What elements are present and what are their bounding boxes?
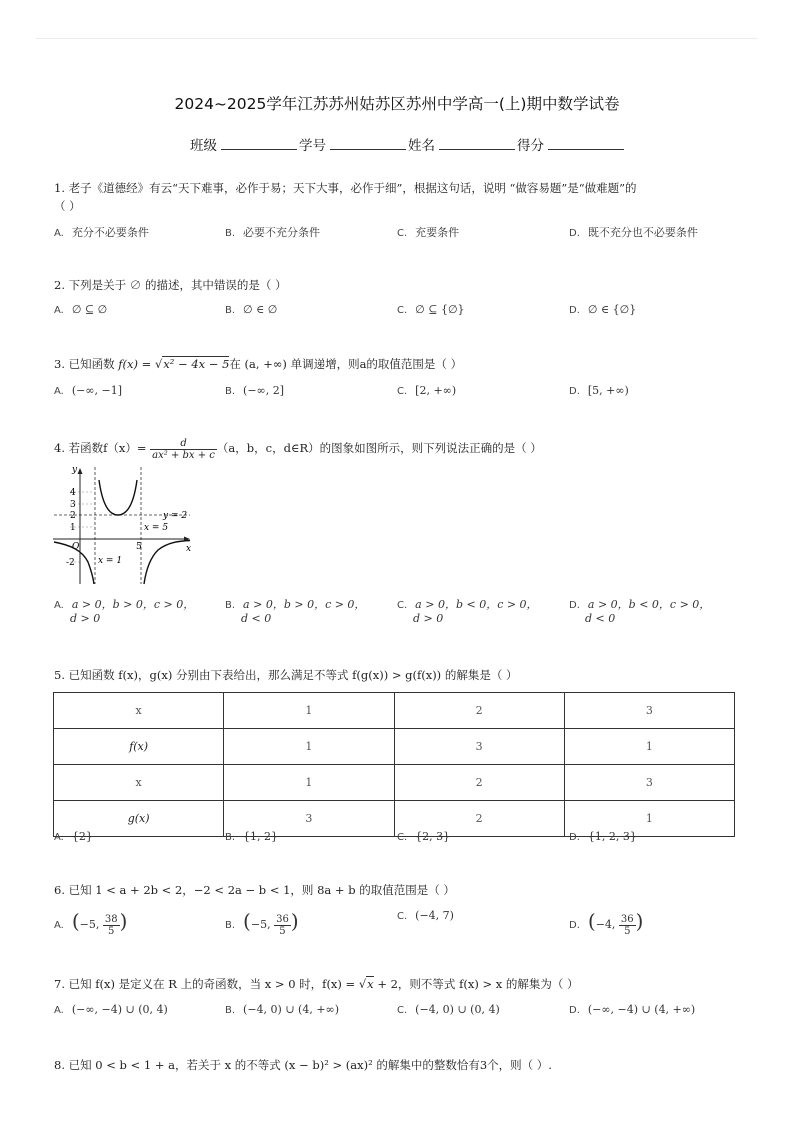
q4-fraction: [150, 438, 217, 461]
option-text: {2, 3}: [415, 830, 451, 843]
option-letter: A.: [54, 1005, 64, 1016]
x-axis-label: x: [186, 544, 192, 554]
name-blank[interactable]: [439, 134, 515, 150]
name-label: 姓名: [408, 138, 435, 154]
curve-right-branch: [144, 541, 190, 585]
q4-option-d[interactable]: [569, 596, 710, 625]
option-text: (−4, 0) ∪ (0, 4): [415, 1003, 500, 1016]
q4-option-a[interactable]: [54, 596, 194, 625]
y-axis-label: y: [72, 465, 78, 475]
option-text: [5, +∞): [587, 384, 629, 397]
option-text: ∅ ∈ ∅: [243, 303, 278, 316]
score-blank[interactable]: [548, 134, 624, 150]
option-letter: D.: [569, 305, 580, 316]
exam-title: 2024~2025学年江苏苏州姑苏区苏州中学高一(上)期中数学试卷: [174, 95, 620, 113]
question-3-text: 3. 已知函数 f(x) = √x² − 4x − 5在 (a, +∞) 单调递增，则a的取值范围是（ ）: [54, 357, 463, 371]
table-cell: g(x): [54, 801, 224, 837]
table-cell: 2: [394, 693, 564, 729]
option-letter: B.: [225, 600, 236, 611]
q3-option-d[interactable]: [569, 384, 629, 397]
option-letter: B.: [225, 305, 236, 316]
q7-option-d[interactable]: [569, 1003, 695, 1016]
option-letter: D.: [569, 1005, 580, 1016]
option-letter: A.: [54, 832, 64, 843]
id-label: 学号: [299, 138, 326, 154]
table-cell: 3: [394, 729, 564, 765]
q4-post: （a，b，c，d∈R）的图象如图所示，则下列说法正确的是（ ）: [216, 441, 542, 455]
option-letter: D.: [569, 832, 580, 843]
label-x-equals-5: x = 5: [144, 523, 169, 533]
y-axis-arrow: [78, 468, 83, 474]
q1-option-c[interactable]: [397, 224, 459, 240]
option-text: −5,: [79, 918, 103, 931]
q7-option-a[interactable]: [54, 1003, 168, 1016]
q4-numerator: d: [150, 438, 217, 450]
option-text: a > 0，b > 0，c > 0，: [71, 598, 195, 611]
option-text: ∅ ⊆ ∅: [71, 303, 108, 316]
table-cell: 1: [224, 765, 394, 801]
option-text: 既不充分也不必要条件: [587, 226, 698, 239]
y-tick-2: 2: [70, 511, 76, 521]
q5-option-c[interactable]: [397, 830, 450, 843]
option-letter: A.: [54, 920, 64, 931]
q2-option-d[interactable]: [569, 303, 636, 316]
y-tick-4: 4: [70, 488, 76, 498]
q4-pre: 4. 若函数f（x）=: [54, 441, 151, 455]
option-letter: B.: [225, 228, 236, 239]
q3-pre: 3. 已知函数: [54, 357, 119, 371]
option-letter: D.: [569, 228, 580, 239]
question-1-paren: （ ）: [54, 199, 81, 213]
option-text-line2: d < 0: [585, 612, 616, 625]
q3-radicand: x² − 4x − 5: [163, 357, 230, 371]
option-letter: A.: [54, 386, 64, 397]
question-2-text: 2. 下列是关于 ∅ 的描述，其中错误的是（ ）: [54, 278, 287, 292]
denominator: 5: [108, 925, 115, 937]
option-letter: B.: [225, 1005, 236, 1016]
table-cell: 1: [224, 693, 394, 729]
question-4-text: [54, 432, 542, 464]
question-5-text: 5. 已知函数 f(x)，g(x) 分别由下表给出，那么满足不等式 f(g(x)) > g(f(x)) 的解集是（ ）: [54, 668, 518, 682]
q1-option-d[interactable]: [569, 224, 698, 240]
option-letter: C.: [397, 600, 408, 611]
q5-function-table: [53, 692, 735, 837]
q7-option-c[interactable]: [397, 1003, 500, 1016]
class-blank[interactable]: [221, 134, 297, 150]
option-letter: C.: [397, 305, 408, 316]
label-x-equals-1: x = 1: [98, 556, 123, 566]
option-text-line2: d > 0: [413, 612, 444, 625]
q2-option-a[interactable]: [54, 303, 107, 316]
option-text: a > 0，b > 0，c > 0，: [243, 598, 366, 611]
q3-option-c[interactable]: [397, 384, 456, 397]
option-text: (−∞, −4) ∪ (4, +∞): [587, 1003, 696, 1016]
option-letter: C.: [397, 1005, 408, 1016]
q5-option-b[interactable]: [225, 830, 278, 843]
q7-radicand: x: [367, 977, 374, 991]
q6-option-b[interactable]: B. (−5, $\frac{36}{5}$ ): [225, 909, 299, 937]
q7-option-b[interactable]: [225, 1003, 339, 1016]
table-cell: x: [54, 693, 224, 729]
q5-option-d[interactable]: [569, 830, 637, 843]
q6-option-a[interactable]: A. (−5, $\frac{38}{5}$ ): [54, 909, 128, 937]
table-cell: 2: [394, 765, 564, 801]
option-text: (−4, 7): [415, 909, 454, 922]
q2-option-c[interactable]: [397, 303, 465, 316]
q5-option-a[interactable]: [54, 830, 93, 843]
table-cell: 3: [224, 801, 394, 837]
option-text: (−∞, −1]: [71, 384, 123, 397]
id-blank[interactable]: [330, 134, 406, 150]
denominator: 5: [279, 925, 286, 937]
numerator: 36: [620, 913, 634, 925]
question-8-text: 8. 已知 0 < b < 1 + a，若关于 x 的不等式 (x − b)² > (ax)² 的解集中的整数恰有3个，则（ ）.: [54, 1058, 552, 1072]
curve-middle-branch: [99, 480, 137, 515]
table-cell: 3: [564, 765, 734, 801]
q6-option-c[interactable]: [397, 909, 454, 922]
option-text: (−∞, −4) ∪ (0, 4): [71, 1003, 168, 1016]
option-text: a > 0，b < 0，c > 0，: [415, 598, 538, 611]
table-cell: f(x): [54, 729, 224, 765]
option-letter: A.: [54, 228, 64, 239]
option-letter: B.: [225, 920, 236, 931]
q7-post: + 2，则不等式 f(x) > x 的解集为（ ）: [373, 977, 579, 991]
numerator: 36: [276, 913, 289, 925]
table-cell: 1: [564, 801, 734, 837]
denominator: 5: [624, 925, 631, 937]
option-text: 充分不必要条件: [71, 226, 149, 239]
option-letter: C.: [397, 228, 408, 239]
option-text-line2: d < 0: [241, 612, 272, 625]
x-tick-5: 5: [136, 542, 142, 552]
option-text: ∅ ∈ {∅}: [587, 303, 637, 316]
table-row: [54, 765, 735, 801]
option-text: 必要不充分条件: [243, 226, 321, 239]
option-letter: A.: [54, 305, 64, 316]
table-cell: 2: [394, 801, 564, 837]
question-1-text: 1. 老子《道德经》有云“天下难事，必作于易；天下大事，必作于细”，根据这句话，说明 “做容易题”是“做难题”的: [54, 181, 637, 195]
student-info-line: [190, 134, 626, 154]
option-text-line2: d > 0: [70, 612, 101, 625]
y-tick-3: 3: [70, 500, 76, 510]
option-text: (−4, 0) ∪ (4, +∞): [243, 1003, 340, 1016]
origin-label: O: [72, 542, 80, 552]
option-text: {1, 2, 3}: [587, 830, 637, 843]
table-cell: 1: [564, 729, 734, 765]
y-tick-neg2: -2: [66, 558, 75, 568]
table-cell: 1: [224, 729, 394, 765]
q7-pre: 7. 已知 f(x) 是定义在 R 上的奇函数，当 x > 0 时，f(x) =: [54, 977, 359, 991]
y-tick-1: 1: [70, 523, 76, 533]
option-letter: B.: [225, 832, 236, 843]
q3-post: 在 (a, +∞) 单调递增，则a的取值范围是（ ）: [229, 357, 463, 371]
score-label: 得分: [517, 138, 544, 154]
label-y-equals-2: y = 2: [163, 511, 188, 521]
q3-function: f(x) =: [118, 357, 155, 371]
question-7-text: 7. 已知 f(x) 是定义在 R 上的奇函数，当 x > 0 时，f(x) = √x + 2，则不等式 f(x) > x 的解集为（ ）: [54, 977, 579, 991]
q1-option-a[interactable]: [54, 224, 149, 240]
q4-denominator: ax² + bx + c: [152, 449, 215, 461]
option-text: [2, +∞): [415, 384, 457, 397]
page-top-rule: [36, 38, 758, 39]
option-text: −4,: [595, 918, 619, 931]
option-letter: D.: [569, 600, 580, 611]
option-text: {1, 2}: [243, 830, 279, 843]
table-cell: x: [54, 765, 224, 801]
q6-a-fraction: [103, 914, 120, 937]
q1-option-b[interactable]: [225, 224, 320, 240]
q4-option-c[interactable]: [397, 596, 538, 625]
class-label: 班级: [190, 138, 217, 154]
option-letter: C.: [397, 386, 408, 397]
q6-b-fraction: [274, 914, 291, 937]
q3-option-b[interactable]: [225, 384, 284, 397]
q6-option-d[interactable]: D. (−4, $\frac{36}{5}$ ): [569, 909, 644, 937]
option-letter: C.: [397, 911, 408, 922]
option-letter: B.: [225, 386, 236, 397]
option-text: 充要条件: [415, 226, 460, 239]
option-text: −5,: [250, 918, 275, 931]
option-letter: A.: [54, 600, 64, 611]
q4-function-graph: [50, 462, 195, 588]
option-text: (−∞, 2]: [243, 384, 285, 397]
table-row: [54, 693, 735, 729]
option-letter: D.: [569, 386, 580, 397]
numerator: 38: [104, 913, 118, 925]
option-letter: C.: [397, 832, 408, 843]
table-row: [54, 729, 735, 765]
question-6-text: 6. 已知 1 < a + 2b < 2，−2 < 2a − b < 1，则 8a + b 的取值范围是（ ）: [54, 883, 455, 897]
q4-option-b[interactable]: [225, 596, 365, 625]
q2-option-b[interactable]: [225, 303, 277, 316]
option-text: ∅ ⊆ {∅}: [415, 303, 465, 316]
q6-d-fraction: [619, 914, 636, 937]
option-letter: D.: [569, 920, 580, 931]
table-cell: 3: [564, 693, 734, 729]
option-text: {2}: [71, 830, 93, 843]
option-text: a > 0，b < 0，c > 0，: [587, 598, 711, 611]
q3-option-a[interactable]: [54, 384, 122, 397]
